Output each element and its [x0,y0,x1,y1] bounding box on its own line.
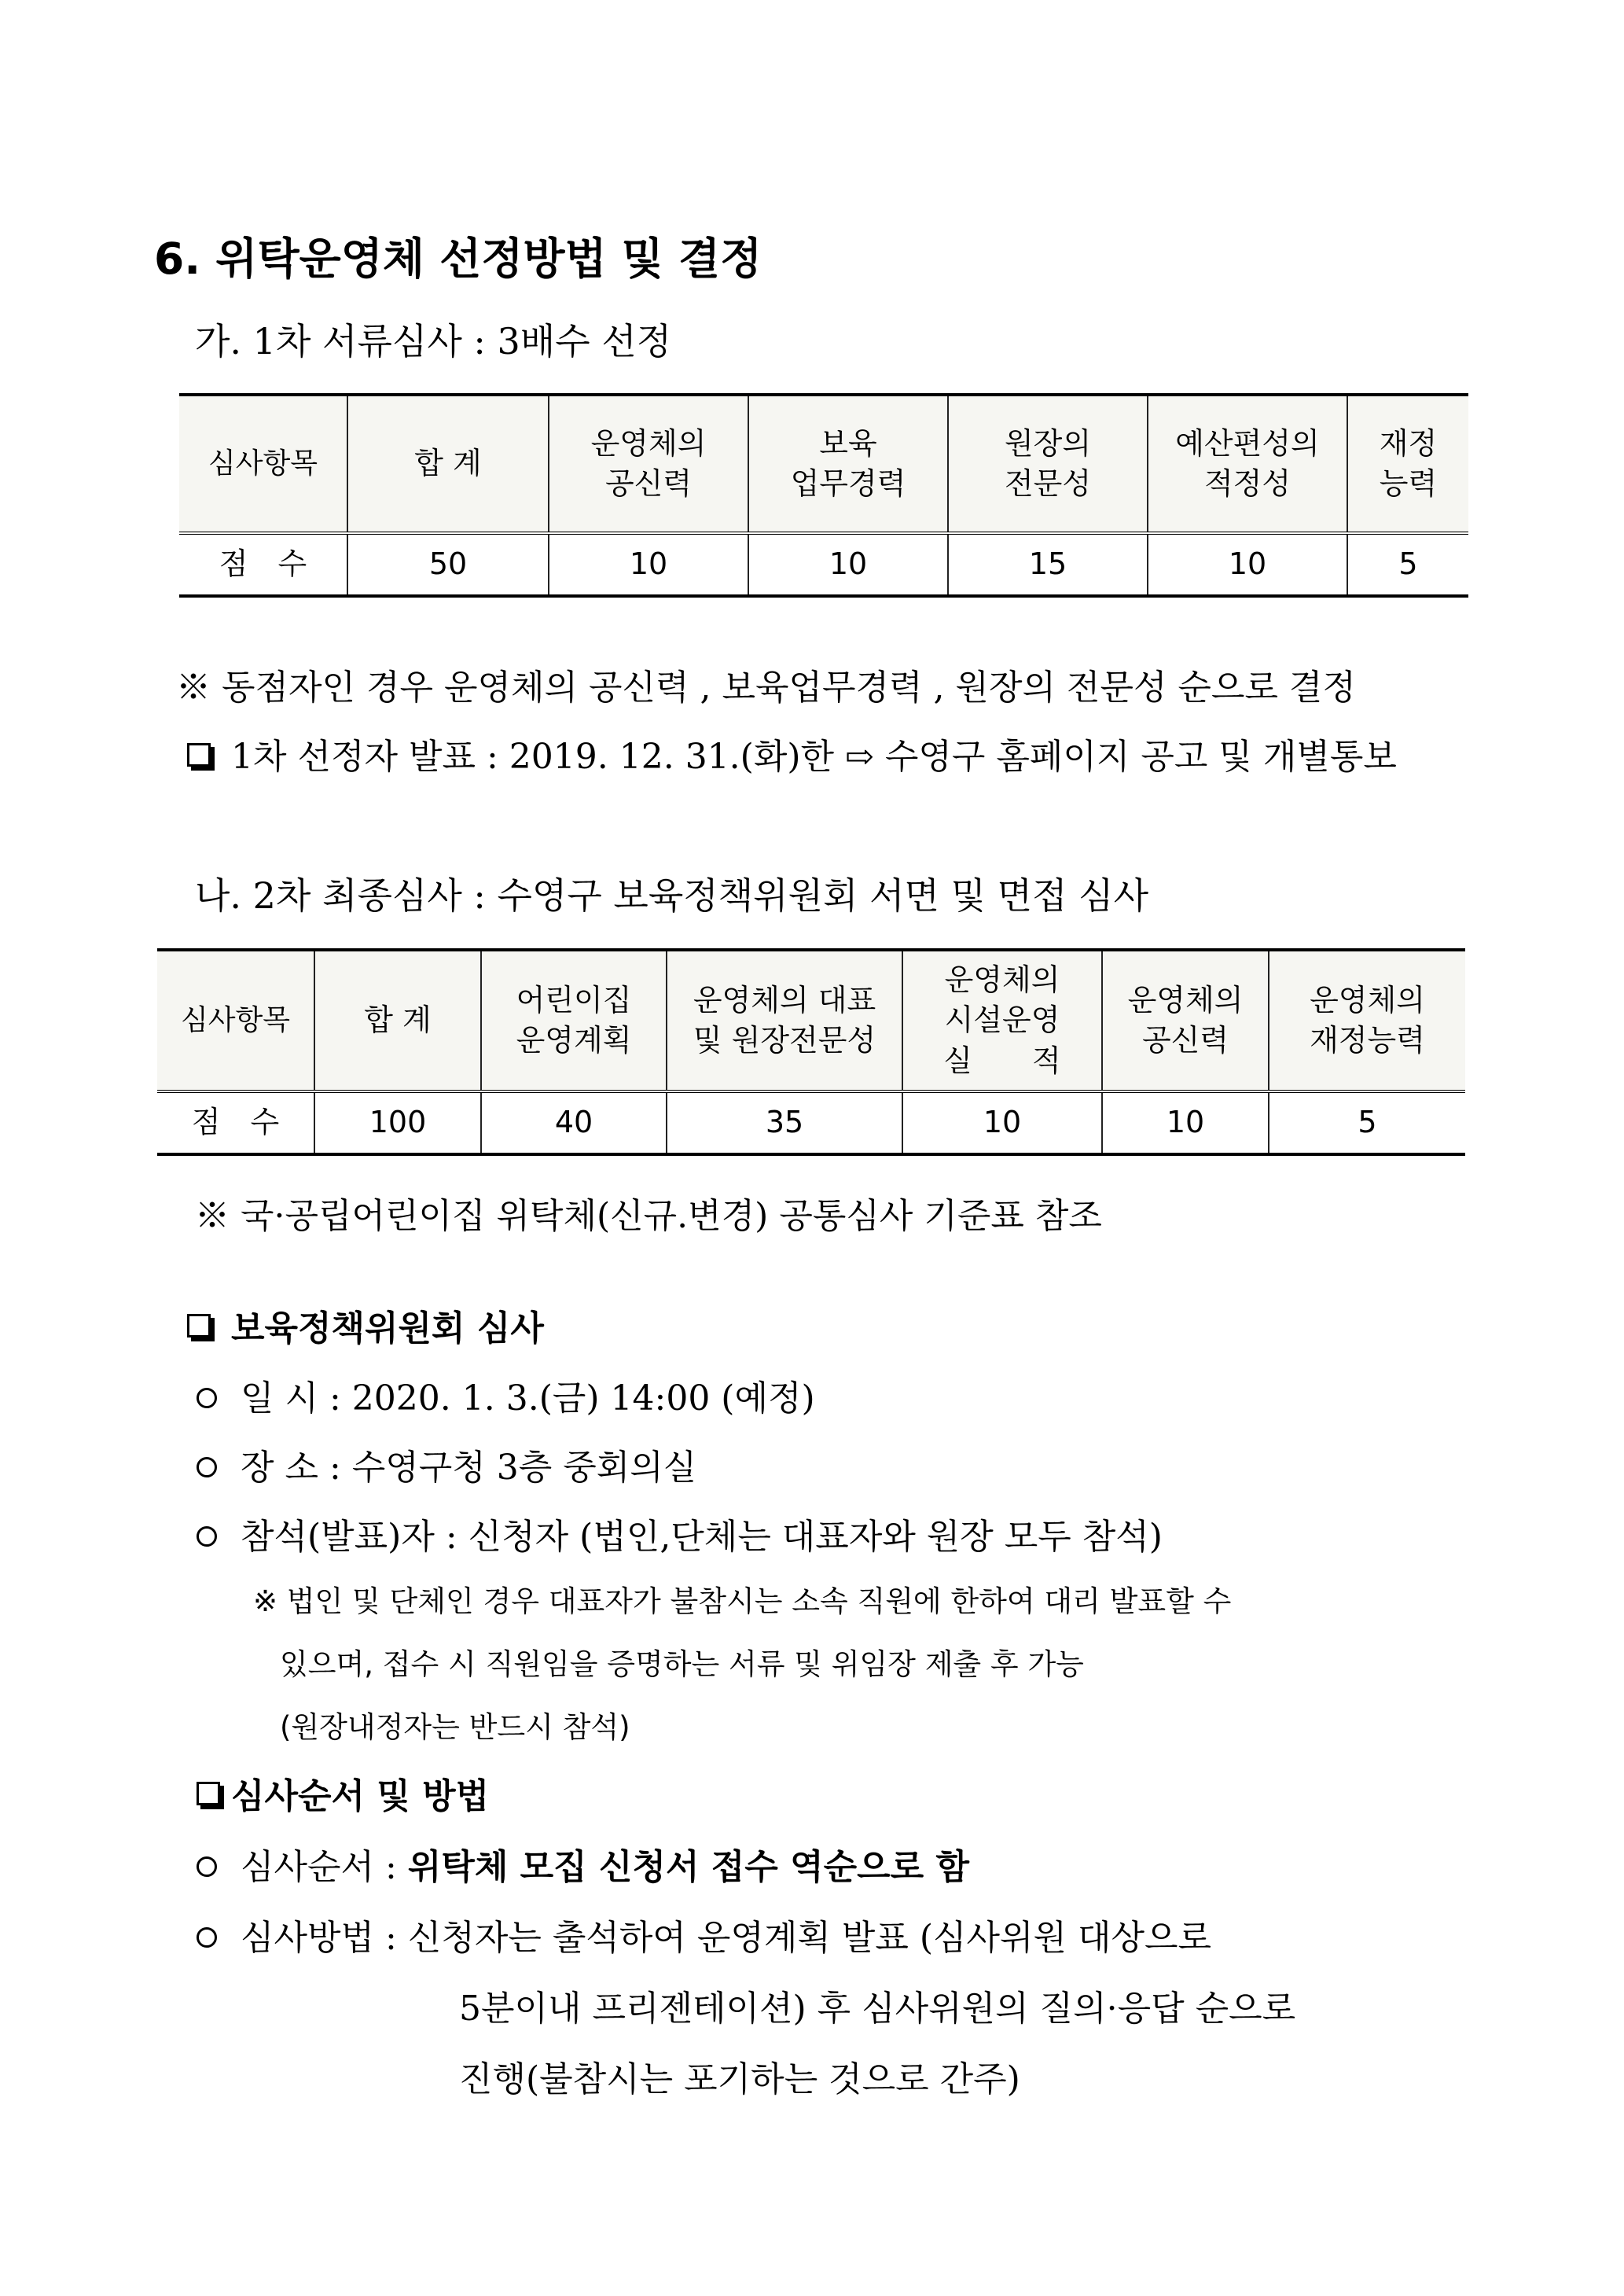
proxy-note-line-3: (원장내정자는 반드시 참석) [280,1710,630,1744]
screening-table-1 [179,393,1468,598]
table-cell: 15 [948,533,1148,596]
place-line [197,1439,696,1489]
table-cell: 10 [1102,1091,1269,1154]
method-line-3: 진행(불참시는 포기하는 것으로 간주) [459,2059,1020,2099]
table-header-cell: 심사항목 [157,950,314,1091]
table-header-row [157,950,1465,1091]
screening-table-2 [157,948,1465,1156]
attend-line-text: 참석(발표)자 : 신청자 (법인,단체는 대표자와 원장 모두 참석) [241,1517,1163,1557]
section-title: 6. 위탁운영체 선정방법 및 결정 [154,234,762,284]
table-header-cell: 어린이집 운영계획 [481,950,667,1091]
table-header-row [179,395,1468,533]
circle-bullet-icon [197,1927,217,1948]
table-header-cell: 운영체의 대표 및 원장전문성 [667,950,902,1091]
table-cell: 점 수 [179,533,347,596]
table-cell: 40 [481,1091,667,1154]
table-header-cell: 보육 업무경력 [748,395,948,533]
method-line-1 [197,1909,1211,1959]
first-announcement [187,728,1397,778]
table-cell: 점 수 [157,1091,314,1154]
circle-bullet-icon [197,1526,217,1547]
tie-break-note: ※ 동점자인 경우 운영체의 공신력 , 보육업무경력 , 원장의 전문성 순으로 결정 [176,668,1356,708]
table-header-cell: 원장의 전문성 [948,395,1148,533]
proxy-note-line-1: ※ 법인 및 단체인 경우 대표자가 불참시는 소속 직원에 한하여 대리 발표할 수 [253,1584,1232,1618]
subsection-b-title: 나. 2차 최종심사 : 수영구 보육정책위원회 서면 및 면접 심사 [195,874,1149,917]
table-cell: 50 [347,533,549,596]
order-label: 심사순서 : [241,1847,408,1887]
circle-bullet-icon [197,1856,217,1877]
method-line-2: 5분이내 프리젠테이션) 후 심사위원의 질의·응답 순으로 [459,1989,1296,2029]
table-header-cell: 운영체의 공신력 [549,395,748,533]
order-heading [197,1768,489,1818]
table-header-cell: 운영체의 시설운영 실 적 [902,950,1102,1091]
table-header-cell: 예산편성의 적정성 [1148,395,1347,533]
first-announcement-text: 1차 선정자 발표 : 2019. 12. 31.(화)한 ⇨ 수영구 홈페이지 공고 및 개별통보 [231,737,1397,777]
checkbox-square-icon [197,1782,220,1805]
order-value: 위탁체 모집 신청서 접수 역순으로 함 [407,1847,969,1887]
table-cell: 10 [1148,533,1347,596]
committee-heading-text: 보육정책위원회 심사 [231,1308,544,1349]
reference-note: ※ 국·공립어린이집 위탁체(신규.변경) 공통심사 기준표 참조 [195,1196,1102,1236]
circle-bullet-icon [197,1388,217,1408]
attend-line [197,1508,1163,1558]
table-row [179,533,1468,596]
table-header-cell: 합 계 [347,395,549,533]
table-cell: 10 [902,1091,1102,1154]
table-cell: 5 [1358,1105,1377,1140]
table-cell: 5 [1398,546,1418,582]
table-header-cell: 심사항목 [179,395,347,533]
committee-heading [187,1300,544,1350]
checkbox-square-icon [187,1314,211,1337]
table-cell: 10 [549,533,748,596]
table-cell: 35 [667,1091,902,1154]
table-header-cell: 운영체의 공신력 [1102,950,1269,1091]
table-cell: 100 [314,1091,481,1154]
table-header-cell: 재정 능력 [1347,395,1468,533]
date-line [197,1370,815,1420]
table-header-cell: 운영체의 재정능력 [1269,950,1465,1091]
checkbox-square-icon [187,743,211,767]
place-line-text: 장 소 : 수영구청 3층 중회의실 [241,1448,697,1488]
date-line-text: 일 시 : 2020. 1. 3.(금) 14:00 (예정) [241,1378,815,1418]
table-cell: 10 [748,533,948,596]
table-header-cell: 합 계 [314,950,481,1091]
order-line [197,1838,969,1889]
proxy-note-line-2: 있으며, 접수 시 직원임을 증명하는 서류 및 위임장 제출 후 가능 [280,1647,1084,1681]
table-row [157,1091,1465,1154]
circle-bullet-icon [197,1457,217,1477]
subsection-a-title: 가. 1차 서류심사 : 3배수 선정 [195,320,672,362]
order-heading-text: 심사순서 및 방법 [231,1776,490,1816]
method-line-1-text: 심사방법 : 신청자는 출석하여 운영계획 발표 (심사위원 대상으로 [241,1918,1211,1958]
